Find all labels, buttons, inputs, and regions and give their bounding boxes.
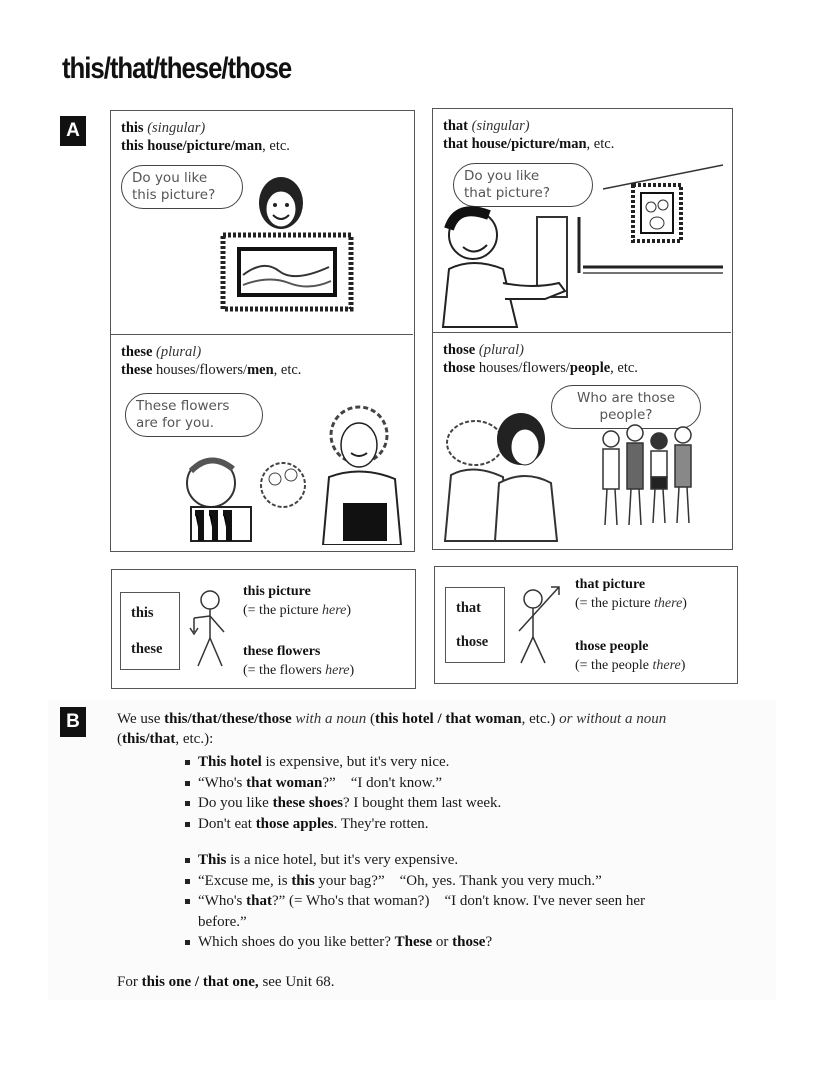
list-item <box>185 932 785 953</box>
legend-ex-italic: here <box>325 663 350 678</box>
legend-ex-text: (= the picture <box>243 603 323 618</box>
legend-that-those <box>434 566 738 684</box>
see-also-note <box>117 972 335 992</box>
example-bold: These <box>394 934 433 950</box>
legend-ex-italic: here <box>322 603 347 618</box>
section-b-intro <box>117 709 817 749</box>
example-etc: , etc. <box>610 360 638 376</box>
example-text: ?” “I don't know.” <box>322 774 442 791</box>
intro-bold: this/that/these/those <box>164 711 292 727</box>
list-item <box>185 752 785 773</box>
panel-left-column <box>110 110 415 552</box>
example-bold: those apples <box>255 815 334 832</box>
legend-ex-text: ) <box>680 658 686 673</box>
example-etc: , etc. <box>262 138 290 154</box>
footer-text: For <box>117 974 142 990</box>
legend-ex-text: (= the people <box>575 658 653 673</box>
intro-text: , etc.) <box>521 711 560 727</box>
example-bold: these shoes <box>272 795 343 811</box>
legend-example-this-picture <box>243 582 351 620</box>
intro-italic: with a noun <box>291 711 367 727</box>
example-text: is expensive, but it's very nice. <box>261 754 450 770</box>
note-singular: (singular) <box>147 120 206 136</box>
example-text: or <box>432 934 453 950</box>
note-plural: (plural) <box>156 344 202 360</box>
intro-text: We use <box>117 711 165 727</box>
example-bold: those <box>452 934 486 950</box>
cell-this <box>111 111 413 335</box>
intro-bold: this hotel / that woman <box>374 711 522 727</box>
bubble-line: this picture? <box>132 187 216 203</box>
bubble-line: are for you. <box>136 415 215 431</box>
word-those: those <box>443 342 476 358</box>
example-that: that house/picture/man <box>443 136 587 152</box>
man-giving-flowers-illustration <box>151 395 406 545</box>
stick-figure-pointing-away-icon <box>515 581 567 665</box>
example-text: “Excuse me, is <box>198 872 292 889</box>
legend-word-these: these <box>131 641 163 657</box>
footer-text: see Unit 68. <box>258 974 335 990</box>
example-men: men <box>247 362 274 378</box>
bubble-line: Do you like <box>132 170 208 186</box>
example-text: Which shoes do you like better? <box>198 934 395 950</box>
example-bold: This hotel <box>198 754 262 770</box>
note-singular: (singular) <box>471 118 530 134</box>
women-looking-at-people-illustration <box>433 403 731 543</box>
legend-this-these <box>111 569 416 689</box>
legend-ex-text: ) <box>346 603 352 618</box>
legend-example-those-people <box>575 637 685 675</box>
word-that: that <box>443 118 468 134</box>
legend-example-that-picture <box>575 575 687 613</box>
section-b-badge: B <box>60 707 86 737</box>
intro-text: , etc.): <box>175 731 214 747</box>
word-these: these <box>121 344 153 360</box>
example-bold: that woman <box>246 774 323 791</box>
example-these: these <box>121 362 153 378</box>
list-item <box>185 871 785 892</box>
intro-bold: this/that <box>122 731 176 747</box>
example-bold: this <box>291 872 315 889</box>
legend-words-box <box>120 592 180 670</box>
legend-ex-bold: this picture <box>243 584 311 599</box>
legend-ex-text: (= the flowers <box>243 663 326 678</box>
example-text: ? I bought them last week. <box>343 795 502 811</box>
legend-word-this: this <box>131 605 154 621</box>
list-item <box>185 773 785 794</box>
legend-word-that: that <box>456 600 481 616</box>
example-bold: that <box>246 893 272 909</box>
woman-holding-picture-illustration <box>219 171 369 321</box>
example-text: Do you like <box>198 795 273 811</box>
example-text: “Who's <box>198 774 247 791</box>
page-title: this/that/these/those <box>62 52 292 85</box>
bubble-line: Who are those <box>576 390 676 406</box>
note-plural: (plural) <box>478 342 524 358</box>
legend-words-box <box>445 587 505 663</box>
section-a-badge: A <box>60 116 86 146</box>
example-etc: , etc. <box>273 362 302 378</box>
example-text: is a nice hotel, but it's very expensive. <box>226 852 459 868</box>
bubble-line: These flowers <box>136 398 230 414</box>
legend-ex-italic: there <box>654 596 683 611</box>
list-item <box>185 793 785 814</box>
example-text: Don't eat <box>198 815 256 832</box>
example-text: ? <box>485 934 493 950</box>
example-mid: houses/flowers/ <box>475 360 570 376</box>
bubble-line: that picture? <box>464 185 551 201</box>
example-etc: , etc. <box>586 136 615 152</box>
example-text: “Who's <box>198 893 247 909</box>
cell-those <box>433 333 731 549</box>
example-those: those <box>443 360 476 376</box>
cell-these <box>111 335 413 551</box>
intro-text: ( <box>366 711 375 727</box>
legend-ex-bold: those people <box>575 639 649 654</box>
panel-right-column <box>432 108 733 550</box>
bubble-line: Do you like <box>464 168 540 184</box>
example-people: people <box>569 360 611 376</box>
legend-ex-text: ) <box>349 663 355 678</box>
footer-bold: this one / that one, <box>141 974 259 990</box>
list-item <box>185 814 785 835</box>
legend-ex-bold: these flowers <box>243 644 321 659</box>
stick-figure-pointing-down-icon <box>188 588 232 670</box>
legend-word-those: those <box>456 634 489 650</box>
man-pointing-at-picture-illustration <box>433 159 731 329</box>
legend-example-these-flowers <box>243 642 354 680</box>
examples-with-noun-list <box>185 752 785 834</box>
example-mid: houses/flowers/ <box>152 362 248 378</box>
list-item <box>185 850 785 871</box>
intro-italic: or without a noun <box>559 711 667 727</box>
legend-ex-bold: that picture <box>575 577 646 592</box>
examples-without-noun-list <box>185 850 785 953</box>
example-text: ?” (= Who's that woman?) “I don't know. I've never seen her <box>271 893 646 909</box>
legend-ex-text: ) <box>682 596 687 611</box>
example-text: . They're rotten. <box>333 815 429 832</box>
legend-ex-text: (= the picture <box>575 596 655 611</box>
list-item <box>185 891 785 932</box>
cell-that <box>433 109 731 333</box>
bubble-line: people? <box>599 407 653 423</box>
word-this: this <box>121 120 144 136</box>
legend-ex-italic: there <box>652 658 681 673</box>
example-text: your bag?” “Oh, yes. Thank you very much.” <box>314 872 602 889</box>
example-bold: This <box>198 852 227 868</box>
example-text: before.” <box>198 913 247 930</box>
example-this: this house/picture/man <box>121 138 263 154</box>
intro-text: ( <box>117 731 122 747</box>
